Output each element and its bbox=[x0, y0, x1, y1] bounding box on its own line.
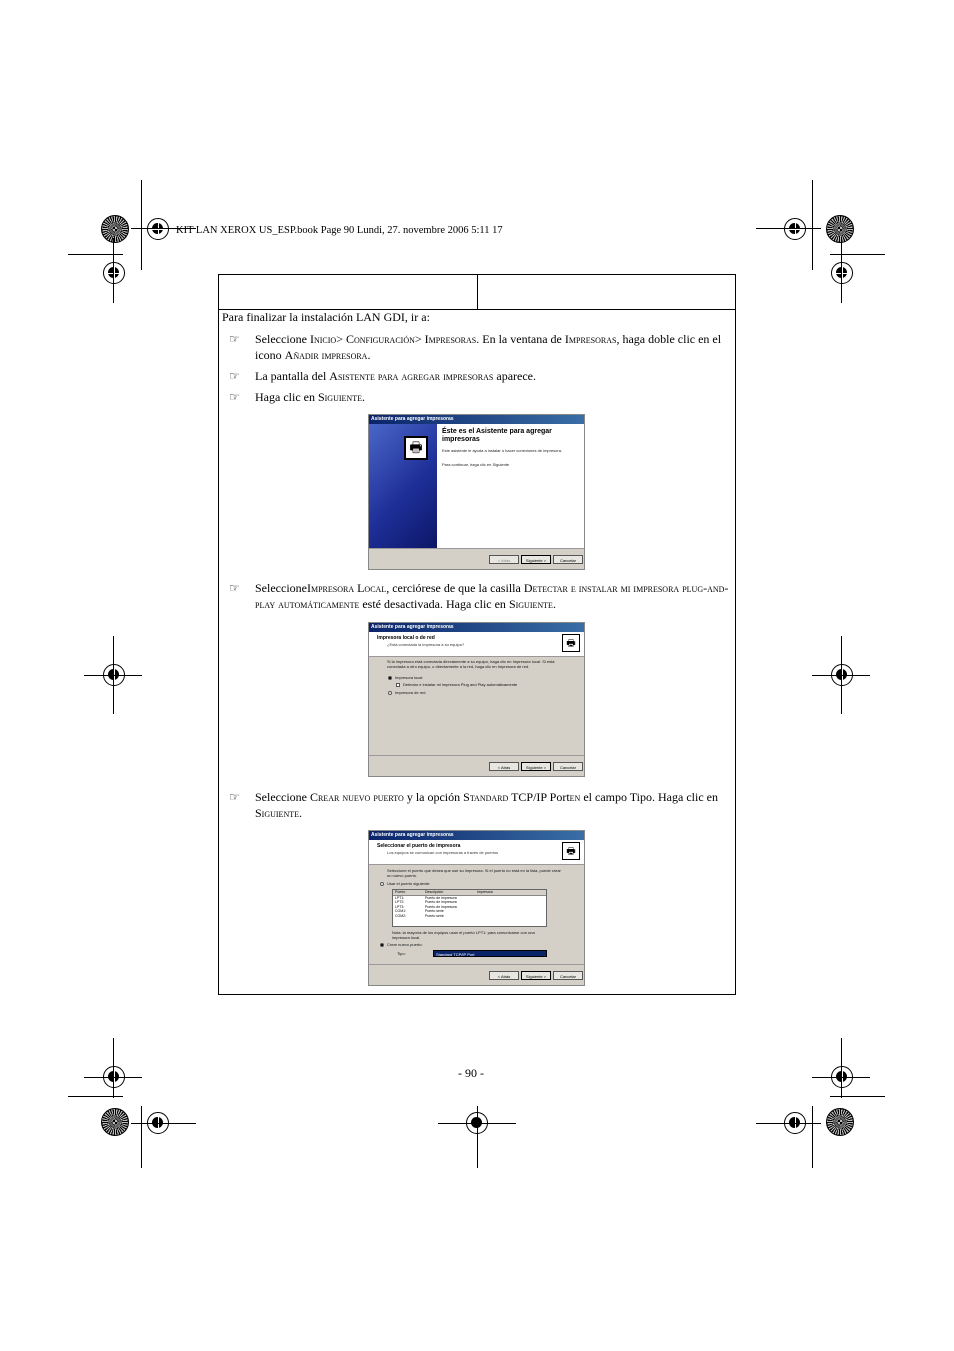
wizard-banner bbox=[369, 424, 437, 550]
wizard-local-printer-screenshot bbox=[368, 622, 585, 777]
wizard-content bbox=[437, 424, 584, 550]
step-3-text: Haga clic en Siguiente. bbox=[255, 390, 365, 404]
registration-star-top-right bbox=[826, 215, 854, 243]
dialog-button-bar bbox=[369, 964, 584, 985]
back-button[interactable]: < Atrás bbox=[489, 762, 519, 771]
printer-icon: 🖶 bbox=[562, 634, 580, 652]
type-label: Tipo: bbox=[397, 951, 406, 956]
frame-header-row bbox=[219, 275, 735, 310]
table-row[interactable]: COM1: Puerto serie bbox=[395, 909, 444, 914]
create-port-label: Crear nuevo puerto: bbox=[387, 942, 423, 947]
crosshair-left-top bbox=[103, 262, 125, 284]
port-type-select[interactable]: Standard TCP/IP Port bbox=[433, 950, 547, 957]
dialog-button-bar bbox=[369, 548, 584, 569]
crosshair-top-left-inner bbox=[147, 218, 169, 240]
col-printer: Impresora bbox=[477, 890, 493, 894]
wizard-printer-port-screenshot bbox=[368, 830, 585, 986]
crosshair-right-top bbox=[831, 262, 853, 284]
port-table[interactable] bbox=[392, 889, 547, 927]
crosshair-top-right-inner bbox=[784, 218, 806, 240]
network-printer-label: Impresora de red bbox=[395, 690, 426, 695]
cancel-button[interactable]: Cancelar bbox=[553, 971, 583, 980]
pointing-hand-icon: ☞ bbox=[229, 332, 240, 346]
plug-and-play-checkbox[interactable] bbox=[396, 683, 400, 687]
intro-text: Para finalizar la instalación LAN GDI, ir a: bbox=[222, 310, 430, 324]
step-1-text: Seleccione Inicio> Configuración> Impresoras. En la ventana de Impresoras, haga doble clic en el icono Añadir impresora. bbox=[255, 332, 722, 362]
network-printer-radio[interactable] bbox=[388, 691, 392, 695]
local-printer-label: Impresora local bbox=[395, 675, 423, 680]
col-port: Puerto bbox=[395, 890, 406, 894]
registration-star-bottom-left bbox=[101, 1108, 129, 1136]
book-header: KIT LAN XEROX US_ESP.book Page 90 Lundi, 27. novembre 2006 5:11 17 bbox=[176, 225, 503, 236]
table-row[interactable]: COM2: Puerto serie bbox=[395, 913, 444, 918]
pointing-hand-icon: ☞ bbox=[229, 390, 240, 404]
printer-icon: 🖶 bbox=[562, 842, 580, 860]
page-number: - 90 - bbox=[458, 1066, 484, 1080]
step-2-text: La pantalla del Asistente para agregar impresoras aparece. bbox=[255, 369, 537, 383]
dialog-heading: Seleccionar el puerto de impresora bbox=[377, 843, 461, 849]
printer-icon: 🖶 bbox=[404, 436, 428, 460]
next-button[interactable]: Siguiente > bbox=[521, 555, 551, 564]
use-port-radio[interactable] bbox=[380, 882, 384, 886]
pointing-hand-icon: ☞ bbox=[229, 581, 240, 595]
wizard-heading: Éste es el Asistente para agregar impresoras bbox=[442, 428, 552, 443]
dialog-titlebar: Asistente para agregar impresoras bbox=[369, 415, 584, 424]
dialog-body-text: Seleccione el puerto que desea que use su impresora. Si el puerto no está en la lista, puede crear un nuevo puerto. bbox=[387, 868, 561, 878]
dialog-button-bar bbox=[369, 755, 584, 776]
col-description: Descripción bbox=[425, 890, 444, 894]
pointing-hand-icon: ☞ bbox=[229, 369, 240, 383]
table-row[interactable]: LPT3: Puerto de impresora bbox=[395, 904, 457, 909]
back-button[interactable]: < Atrás bbox=[489, 555, 519, 564]
dialog-heading: Impresora local o de red bbox=[377, 635, 435, 641]
back-button[interactable]: < Atrás bbox=[489, 971, 519, 980]
wizard-text-2: Para continuar, haga clic en Siguiente bbox=[442, 462, 510, 467]
registration-star-top-left bbox=[101, 215, 129, 243]
dialog-header bbox=[369, 840, 584, 865]
cancel-button[interactable]: Cancelar bbox=[553, 762, 583, 771]
dialog-subheading: ¿Está conectada la impresora a su equipo? bbox=[387, 642, 465, 647]
wizard-welcome-screenshot bbox=[368, 414, 585, 570]
step-5-text: Seleccione Crear nuevo puerto y la opción Standard TCP/IP Porten el campo Tipo. Haga clic en Siguiente. bbox=[255, 790, 718, 820]
dialog-body-text: Si la impresora está conectada directamente a su equipo, haga clic en Impresora local. Si está conectada a otro equipo, o directamente a la red, haga clic en Impresora de red. bbox=[387, 659, 555, 669]
local-printer-radio[interactable] bbox=[388, 676, 392, 680]
next-button[interactable]: Siguiente > bbox=[521, 762, 551, 771]
dialog-header bbox=[369, 632, 584, 657]
table-row[interactable]: LPT2: Puerto de impresora bbox=[395, 900, 457, 905]
port-note: Nota: la mayoría de los equipos usan el puerto LPT1: para comunicarse con una impresora local. bbox=[392, 930, 535, 940]
dialog-titlebar: Asistente para agregar impresoras bbox=[369, 831, 584, 840]
dialog-titlebar: Asistente para agregar impresoras bbox=[369, 623, 584, 632]
pointing-hand-icon: ☞ bbox=[229, 790, 240, 804]
cancel-button[interactable]: Cancelar bbox=[553, 555, 583, 564]
create-port-radio[interactable] bbox=[380, 943, 384, 947]
dialog-subheading: Los equipos se comunican con impresoras a través de puertos bbox=[387, 850, 499, 855]
wizard-text-1: Este asistente le ayuda a instalar o hacer conexiones de impresora. bbox=[442, 448, 563, 453]
plug-and-play-label: Detectar e instalar mi impresora Plug and Play automáticamente bbox=[403, 682, 518, 687]
step-4-text: SeleccioneImpresora Local, cerciórese de que la casilla Detectar e instalar mi impresora plug-and-play automáticamente esté desactivada. Haga clic en Siguiente. bbox=[255, 581, 729, 611]
next-button[interactable]: Siguiente > bbox=[521, 971, 551, 980]
registration-star-bottom-right bbox=[826, 1108, 854, 1136]
table-row[interactable]: LPT1: Puerto de impresora bbox=[395, 896, 457, 900]
use-port-label: Usar el puerto siguiente: bbox=[387, 881, 431, 886]
